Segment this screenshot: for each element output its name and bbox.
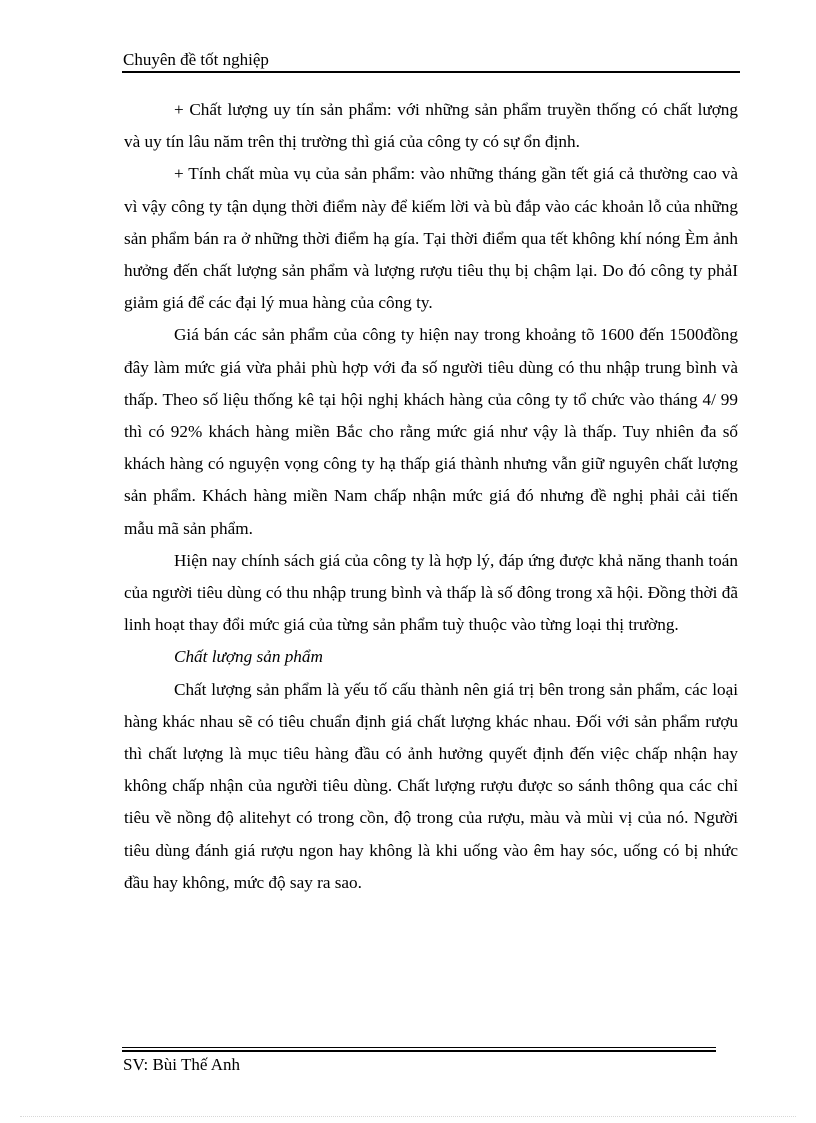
paragraph-pricing-policy: Hiện nay chính sách giá của công ty là hợp lý, đáp ứng được khả năng thanh toán của người tiêu dùng có thu nhập trung bình và thấp là số đông trong xã hội. Đồng thời đã linh hoạt thay đổi mức giá của từng sản phẩm tuỳ thuộc vào từng loại thị trường. [124,550,738,635]
footer-divider-thin [122,1047,716,1048]
section-heading-product-quality: Chất lượng sản phẩm [174,647,323,667]
paragraph-pricing-range: Giá bán các sản phẩm của công ty hiện nay trong khoảng tõ 1600 đến 1500đồng đây làm mức giá vừa phải phù hợp với đa số người tiêu dùng có thu nhập trung bình và thấp. Theo số liệu thống kê tại hội nghị khách hàng của công ty tổ chức vào tháng 4/ 99 thì có 92% khách hàng miền Bắc cho rằng mức giá như vậy là thấp. Tuy nhiên đa số khách hàng có nguyện vọng công ty hạ thấp giá thành nhưng vẫn giữ nguyên chất lượng sản phẩm. Khách hàng miền Nam chấp nhận mức giá đó nhưng đề nghị phải cải tiến mẫu mã sản phẩm. [124,325,738,538]
page-bottom-edge [20,1116,796,1117]
footer-divider-thick [122,1050,716,1052]
paragraph-seasonality: + Tính chất mùa vụ của sản phẩm: vào những tháng gần tết giá cả thường cao và vì vậy công ty tận dụng thời điểm này để kiếm lời và bù đắp vào các khoản lỗ của những sản phẩm bán ra ở những thời điểm hạ gía. Tại thời điểm qua tết không khí nóng Èm ảnh hưởng đến chất lượng sản phẩm và lượng rượu tiêu thụ bị chậm lại. Do đó công ty phảI giảm giá để các đại lý mua hàng của công ty. [124,164,738,313]
paragraph-product-reputation: + Chất lượng uy tín sản phẩm: với những sản phẩm truyền thống có chất lượng và uy tín lâu năm trên thị trường thì giá của công ty có sự ổn định. [124,100,738,152]
page-header-title: Chuyên đề tốt nghiệp [123,50,269,69]
document-body [124,94,738,899]
header-divider [122,71,740,73]
page-footer-author: SV: Bùi Thế Anh [123,1055,240,1074]
paragraph-product-quality: Chất lượng sản phẩm là yếu tố cấu thành nên giá trị bên trong sản phẩm, các loại hàng khác nhau sẽ có tiêu chuẩn định giá chất lượng khác nhau. Đối với sản phẩm rượu thì chất lượng là mục tiêu hàng đầu có ảnh hưởng quyết định đến việc chấp nhận hay không chấp nhận của người tiêu dùng. Chất lượng rượu được so sánh thông qua các chỉ tiêu về nồng độ alitehyt có trong cồn, độ trong của rượu, màu và mùi vị của nó. Người tiêu dùng đánh giá rượu ngon hay không là khi uống vào êm hay sóc, uống có bị nhức đầu hay không, mức độ say ra sao. [124,679,738,892]
